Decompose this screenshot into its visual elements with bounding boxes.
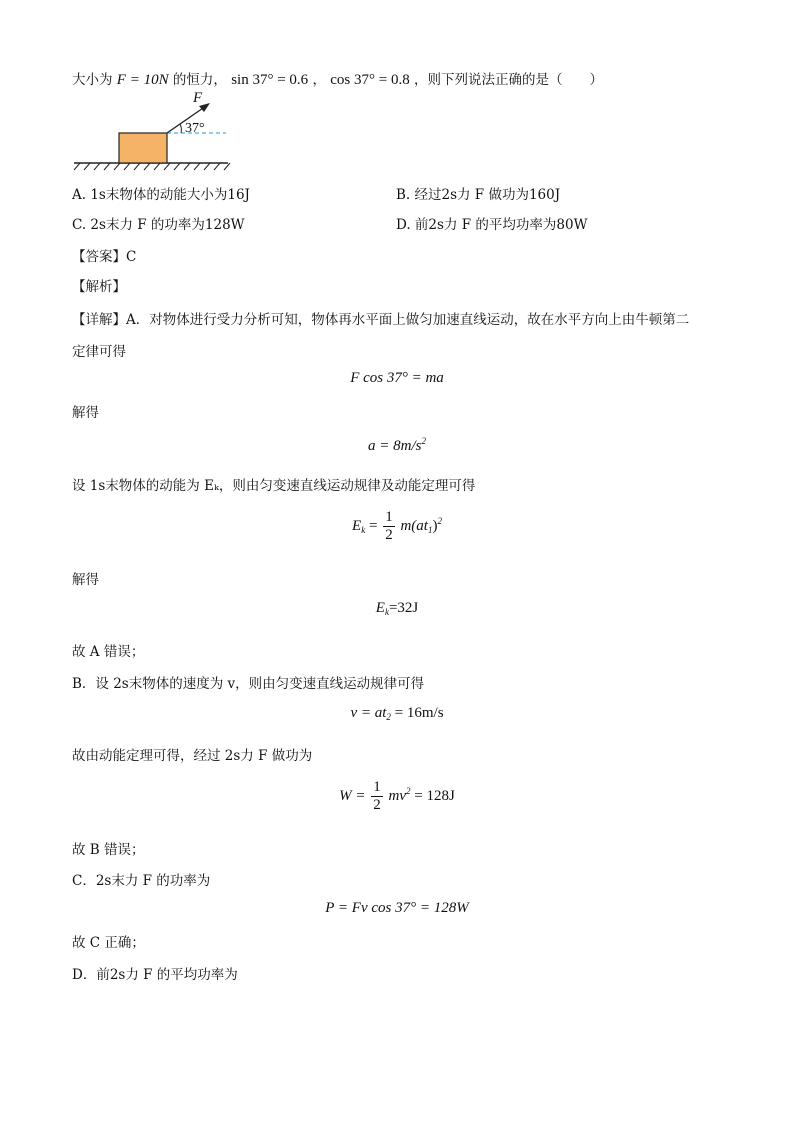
text-b-velocity: B．设 2s末物体的速度为 v，则由匀变速直线运动规律可得	[72, 676, 425, 692]
detail-line-1: 【详解】A．对物体进行受力分析可知，物体再水平面上做匀加速直线运动，故在水平方向上由牛顿第二	[72, 312, 690, 328]
fraction-half: $\frac{1}{2}$	[385, 509, 393, 543]
solve-label-2: 解得	[72, 572, 99, 588]
equation-power: P = Fv cos 37° = 128W	[325, 900, 469, 916]
force-diagram	[72, 90, 242, 172]
text-kinetic-energy-1s: 设 1s末物体的动能为 Eₖ，则由匀变速直线运动规律及动能定理可得	[72, 478, 476, 494]
option-a: A. 1s末物体的动能大小为16J	[72, 187, 250, 203]
equation-velocity: $v = at_2 = 16m/s$	[350, 705, 444, 722]
analysis-title: 【解析】	[72, 279, 126, 295]
fraction-half: $\frac{1}{2}$	[373, 779, 381, 813]
ground-hatching	[74, 163, 230, 170]
conclusion-a: 故 A 错误；	[72, 644, 145, 660]
question-stem: 大小为 F = 10N 的恒力， sin 37° = 0.6 ， cos 37° = 0.8 ，则下列说法正确的是（ ）	[72, 72, 603, 88]
angle-label: 37°	[185, 121, 205, 136]
solve-label-1: 解得	[72, 405, 99, 421]
equation-acceleration: $a = 8m/s^2$	[368, 436, 426, 454]
option-d: D. 前2s力 F 的平均功率为80W	[396, 217, 588, 233]
detail-line-2: 定律可得	[72, 344, 126, 360]
conclusion-b: 故 B 错误；	[72, 842, 145, 858]
angle-arc	[180, 124, 181, 133]
text-c-power: C．2s末力 F 的功率为	[72, 873, 211, 889]
text-d-average-power: D．前2s力 F 的平均功率为	[72, 967, 238, 983]
equation-kinetic-energy: $E_k$ = $\frac{1}{2}$ $m(at_1)^2$	[352, 509, 442, 543]
option-b: B. 经过2s力 F 做功为160J	[396, 187, 561, 203]
equation-newton: F cos 37° = ma	[350, 370, 444, 386]
equation-work: W = $\frac{1}{2}$ $mv^2 = 128J$	[339, 779, 455, 813]
block	[119, 133, 167, 163]
answer-line: 【答案】C	[72, 249, 137, 265]
option-c: C. 2s末力 F 的功率为128W	[72, 217, 245, 233]
conclusion-c: 故 C 正确；	[72, 935, 145, 951]
text-b-work: 故由动能定理可得，经过 2s力 F 做功为	[72, 748, 313, 764]
equation-ek-result: $E_k=32J$	[375, 600, 419, 617]
force-label: F	[193, 90, 203, 106]
